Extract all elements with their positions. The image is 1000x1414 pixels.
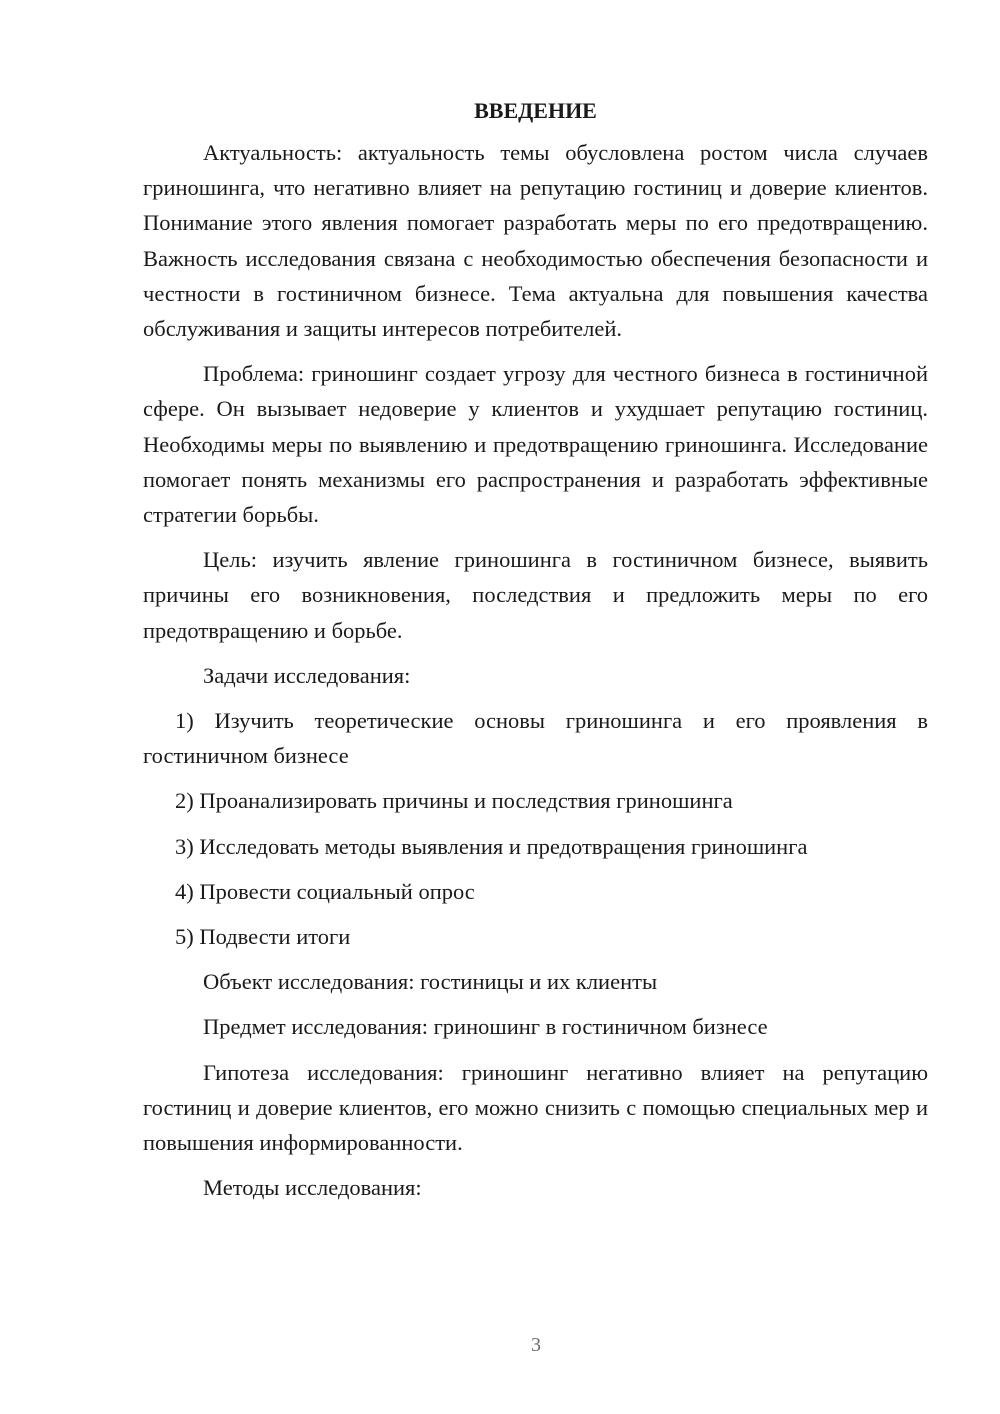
task-item: 2) Проанализировать причины и последствия гриношинга (175, 788, 733, 814)
hypothesis-paragraph: Гипотеза исследования: гриношинг негативно влияет на репутацию гостиниц и доверие клиентов, его можно снизить с помощью специальных мер и повышения информированности. (143, 1059, 928, 1156)
task-item: 4) Провести социальный опрос (175, 878, 475, 904)
document-page (143, 96, 928, 1215)
task-item: 3) Исследовать методы выявления и предотвращения гриношинга (175, 833, 808, 859)
methods-heading: Методы исследования: (203, 1175, 422, 1201)
tasks-heading: Задачи исследования: (203, 662, 411, 688)
relevance-paragraph: Актуальность: актуальность темы обусловлена ростом числа случаев гриношинга, что негативно влияет на репутацию гостиниц и доверие клиентов. Понимание этого явления помогает разработать меры по его предотвращению. Важность исследования связана с необходимостью обеспечения безопасности и честности в гостиничном бизнесе. Тема актуальна для повышения качества обслуживания и защиты интересов потребителей. (143, 140, 928, 342)
goal-paragraph: Цель: изучить явление гриношинга в гостиничном бизнесе, выявить причины его возникновения, последствия и предложить меры по его предотвращению и борьбе. (143, 547, 928, 643)
subject-paragraph: Предмет исследования: гриношинг в гостиничном бизнесе (203, 1014, 768, 1040)
page-title: ВВЕДЕНИЕ (474, 98, 597, 123)
page-number: 3 (531, 1334, 541, 1356)
task-item: 5) Подвести итоги (175, 924, 351, 950)
object-paragraph: Объект исследования: гостиницы и их клиенты (203, 969, 658, 995)
problem-paragraph: Проблема: гриношинг создает угрозу для честного бизнеса в гостиничной сфере. Он вызывает недоверие у клиентов и ухудшает репутацию гостиниц. Необходимы меры по выявлению и предотвращению гриношинга. Исследование помогает понять механизмы его распространения и разработать эффективные стратегии борьбы. (143, 361, 928, 528)
task-item: 1) Изучить теоретические основы гриношинга и его проявления в гостиничном бизнесе (143, 708, 928, 769)
